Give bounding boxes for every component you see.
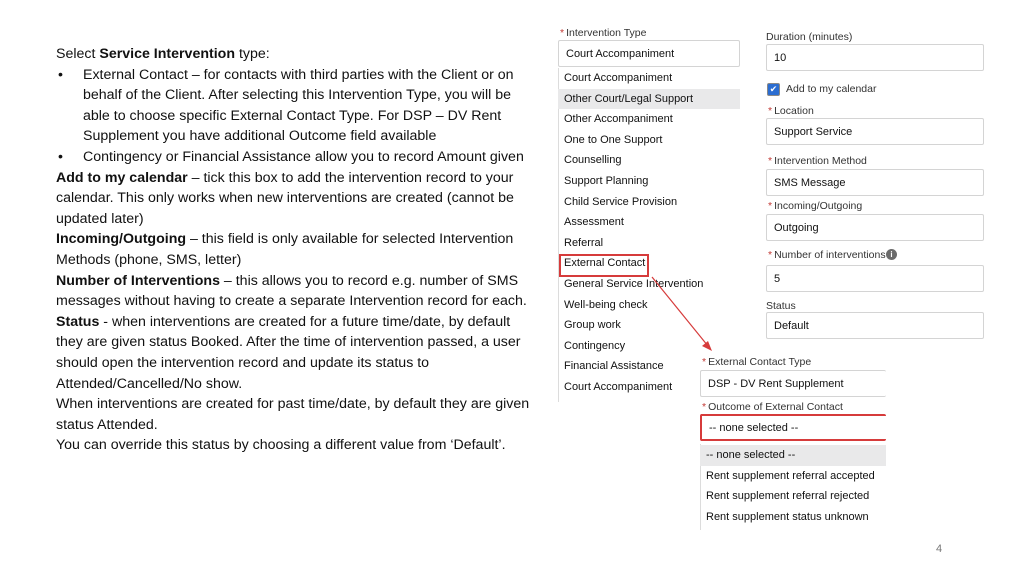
option-contingency[interactable]: Contingency (564, 339, 626, 352)
para-number: Number of Interventions – this allows you to record e.g. number of SMS messages without having to create a separate Intervention record for each. (56, 272, 527, 310)
para-override: You can override this status by choosing a different value from ‘Default’. (56, 437, 506, 454)
status-select[interactable]: Default (766, 312, 984, 339)
option-one-to-one-support[interactable]: One to One Support (564, 133, 663, 146)
add-to-calendar-checkbox[interactable]: ✔ (767, 83, 780, 96)
option-court-accompaniment[interactable]: Court Accompaniment (564, 72, 673, 84)
option-general-service-intervention[interactable]: General Service Intervention (564, 277, 704, 290)
external-contact-type-select[interactable]: DSP - DV Rent Supplement (700, 370, 886, 397)
bullet-external-contact: • External Contact – for contacts with third parties with the Client or on behalf of the Client. After selecting this Intervention Type, you will be able to choose specific External Contact Type. For DSP – DV Rent Supplement you have additional Outcome field available (58, 66, 514, 145)
number-of-interventions-label: * Number of interventions (768, 249, 886, 261)
option-counselling[interactable]: Counselling (564, 154, 622, 167)
add-to-calendar-label: Add to my calendar (786, 83, 877, 95)
location-label: * Location (768, 105, 814, 117)
incoming-outgoing-select[interactable]: Outgoing (766, 214, 984, 241)
option-other-accompaniment[interactable]: Other Accompaniment (564, 113, 673, 126)
external-contact-type-label: * External Contact Type (702, 356, 812, 368)
para-calendar: Add to my calendar – tick this box to add the intervention record to your calendar. This only works when new interventions are created (cannot be updated later) (56, 169, 514, 227)
pointer-arrow (640, 260, 720, 360)
number-of-interventions-input[interactable]: 5 (766, 265, 984, 292)
intervention-type-label: * Intervention Type (560, 27, 647, 39)
bullet-contingency: • Contingency or Financial Assistance allow you to record Amount given (58, 148, 524, 165)
duration-label: Duration (minutes) (766, 31, 853, 43)
option-support-planning[interactable]: Support Planning (564, 174, 649, 187)
external-contact-highlight (559, 254, 649, 277)
duration-input[interactable]: 10 (766, 44, 984, 71)
option-group-work[interactable]: Group work (564, 319, 621, 332)
location-select[interactable]: Support Service (766, 118, 984, 145)
para-past: When interventions are created for past time/date, by default they are given status Attended. (56, 396, 530, 433)
option-well-being-check[interactable]: Well-being check (564, 298, 648, 311)
outcome-options[interactable] (700, 445, 886, 527)
option-external-contact[interactable]: External Contact (564, 257, 646, 270)
option-financial-assistance[interactable]: Financial Assistance (564, 360, 664, 373)
option-other-court-legal-support[interactable]: Other Court/Legal Support (558, 89, 740, 110)
outcome-option-none[interactable]: -- none selected -- (700, 445, 886, 466)
instruction-text (56, 44, 536, 456)
intro-line: Select Service Intervention type: (56, 46, 270, 62)
intervention-method-select[interactable]: SMS Message (766, 169, 984, 196)
outcome-select[interactable]: -- none selected -- (700, 414, 886, 441)
para-status: Status - when interventions are created for a future time/date, by default they are given status Booked. After the time of intervention passed, a user should open the intervention record and update its status to Attended/Cancelled/No show. (56, 313, 521, 392)
option-referral[interactable]: Referral (564, 236, 604, 249)
intervention-method-label: * Intervention Method (768, 155, 867, 167)
status-label: Status (766, 300, 796, 312)
incoming-outgoing-label: * Incoming/Outgoing (768, 200, 863, 212)
option-assessment[interactable]: Assessment (564, 216, 624, 229)
option-court-accompaniment-2[interactable]: Court Accompaniment (564, 380, 673, 393)
outcome-label: * Outcome of External Contact (702, 401, 843, 413)
outcome-option-accepted[interactable]: Rent supplement referral accepted (706, 469, 875, 482)
page-number: 4 (936, 543, 943, 555)
outcome-option-unknown[interactable]: Rent supplement status unknown (706, 510, 869, 523)
outcome-option-rejected[interactable]: Rent supplement referral rejected (706, 490, 870, 503)
info-icon[interactable]: i (886, 249, 897, 260)
option-child-service-provision[interactable]: Child Service Provision (564, 195, 678, 208)
intervention-type-select[interactable]: Court Accompaniment (558, 40, 740, 67)
para-incoming: Incoming/Outgoing – this field is only available for selected Intervention Methods (phone, SMS, letter) (56, 231, 514, 268)
